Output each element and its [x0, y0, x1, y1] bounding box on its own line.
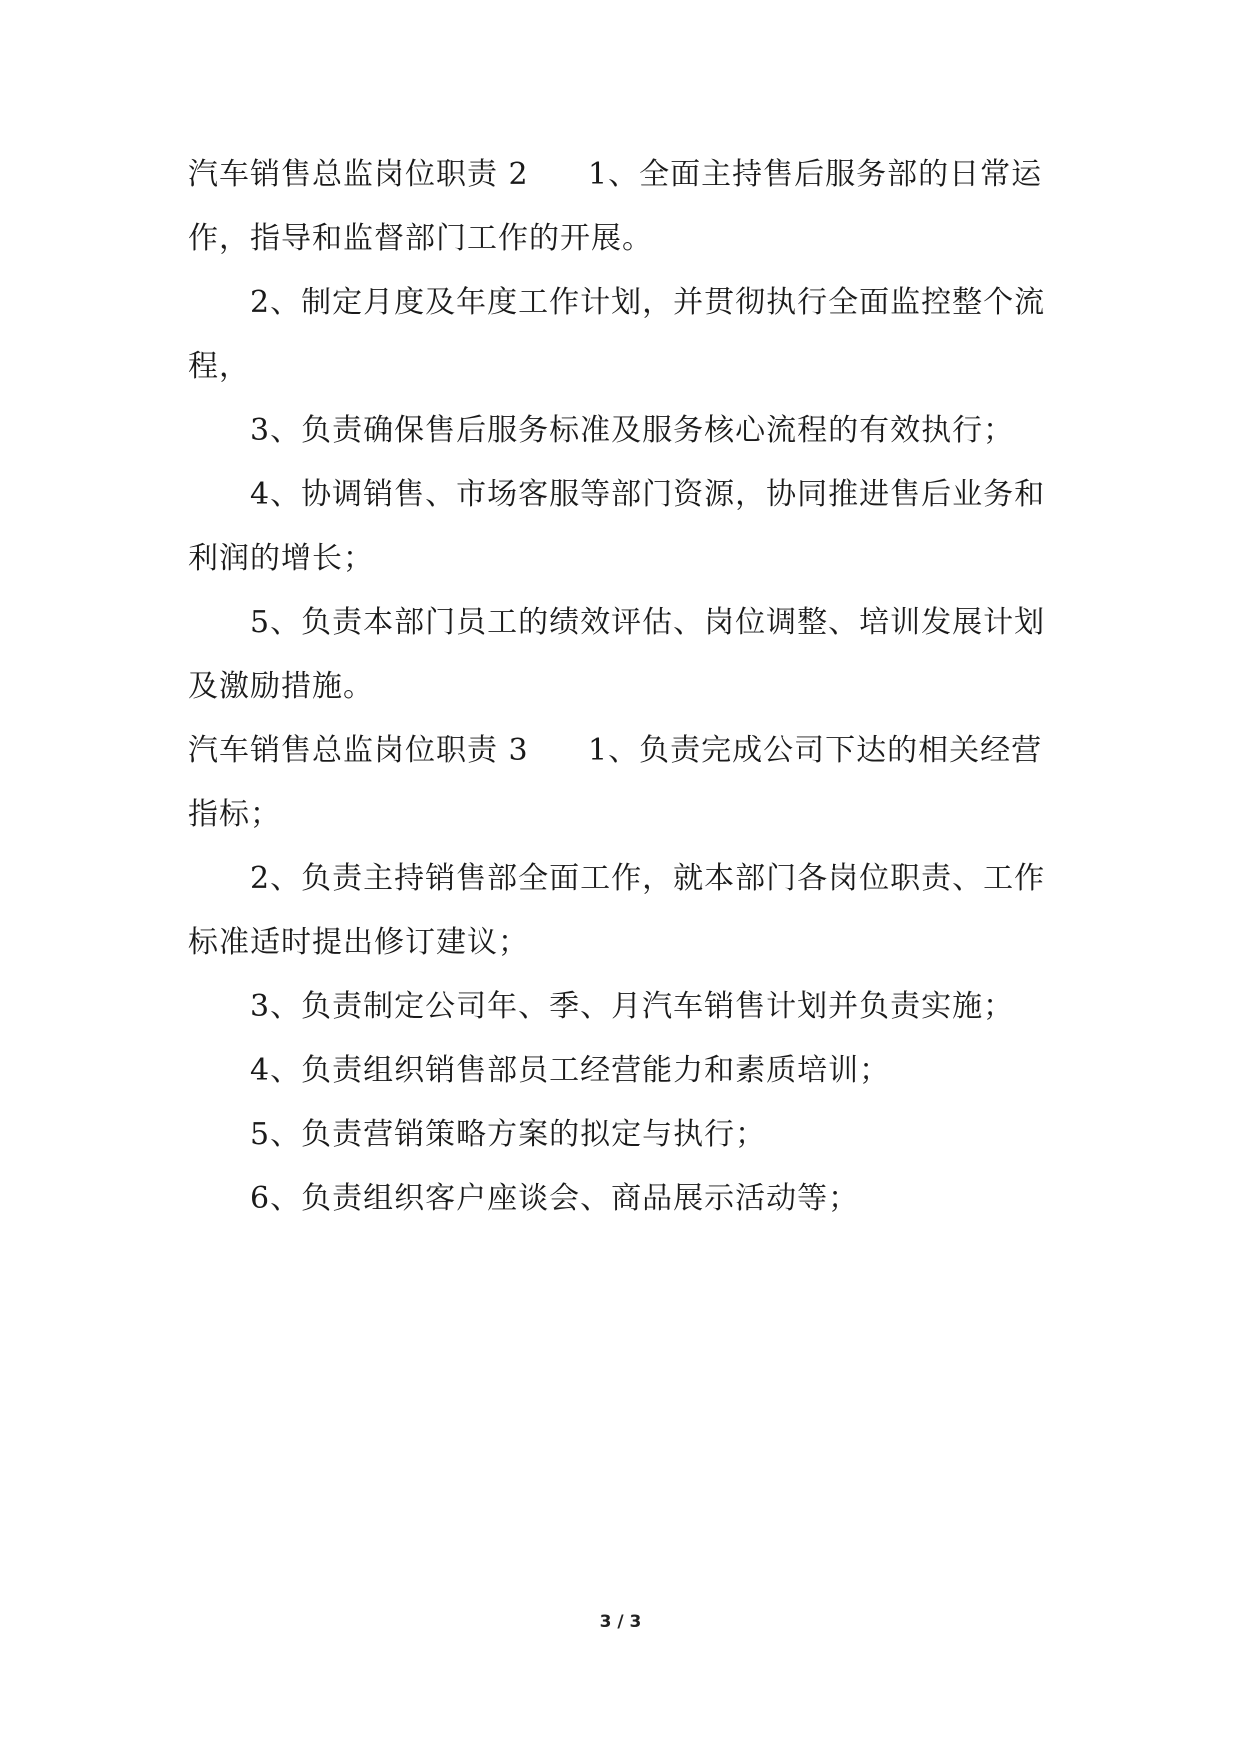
line-text: 6、负责组织客户座谈会、商品展示活动等； [250, 1181, 860, 1216]
document-body [188, 155, 1058, 1243]
paragraph-line [188, 475, 1058, 539]
line-text: 1、负责完成公司下达的相关经营 [588, 733, 1043, 768]
line-text: 4、负责组织销售部员工经营能力和素质培训； [250, 1053, 891, 1088]
section-heading: 汽车销售总监岗位职责 2 [188, 157, 529, 192]
line-text: 1、全面主持售后服务部的日常运 [588, 157, 1043, 192]
paragraph-line [188, 987, 1058, 1051]
line-text: 利润的增长； [188, 541, 374, 576]
line-text: 3、负责制定公司年、季、月汽车销售计划并负责实施； [250, 989, 1015, 1024]
line-text: 程， [188, 349, 250, 384]
paragraph-line [188, 219, 1058, 283]
line-text: 2、负责主持销售部全面工作，就本部门各岗位职责、工作 [250, 861, 1046, 896]
line-text: 5、负责本部门员工的绩效评估、岗位调整、培训发展计划 [250, 605, 1046, 640]
line-text: 2、制定月度及年度工作计划，并贯彻执行全面监控整个流 [250, 285, 1046, 320]
paragraph-line [188, 347, 1058, 411]
line-text: 4、协调销售、市场客服等部门资源，协同推进售后业务和 [250, 477, 1046, 512]
paragraph-line [188, 1115, 1058, 1179]
paragraph-line [188, 603, 1058, 667]
line-text: 3、负责确保售后服务标准及服务核心流程的有效执行； [250, 413, 1015, 448]
paragraph-line [188, 411, 1058, 475]
line-text: 5、负责营销策略方案的拟定与执行； [250, 1117, 767, 1152]
paragraph-line [188, 1051, 1058, 1115]
line-text: 作，指导和监督部门工作的开展。 [188, 221, 653, 256]
page-number: 3 / 3 [599, 1612, 642, 1632]
paragraph-line [188, 923, 1058, 987]
paragraph-line [188, 283, 1058, 347]
paragraph-line [188, 1179, 1058, 1243]
paragraph-line [188, 795, 1058, 859]
paragraph-line [188, 539, 1058, 603]
paragraph-line [188, 859, 1058, 923]
line-text: 及激励措施。 [188, 669, 374, 704]
line-text: 指标； [188, 797, 281, 832]
line-text: 标准适时提出修订建议； [188, 925, 529, 960]
section-heading-line [188, 731, 1058, 795]
paragraph-line [188, 667, 1058, 731]
section-heading: 汽车销售总监岗位职责 3 [188, 733, 529, 768]
section-heading-line [188, 155, 1058, 219]
